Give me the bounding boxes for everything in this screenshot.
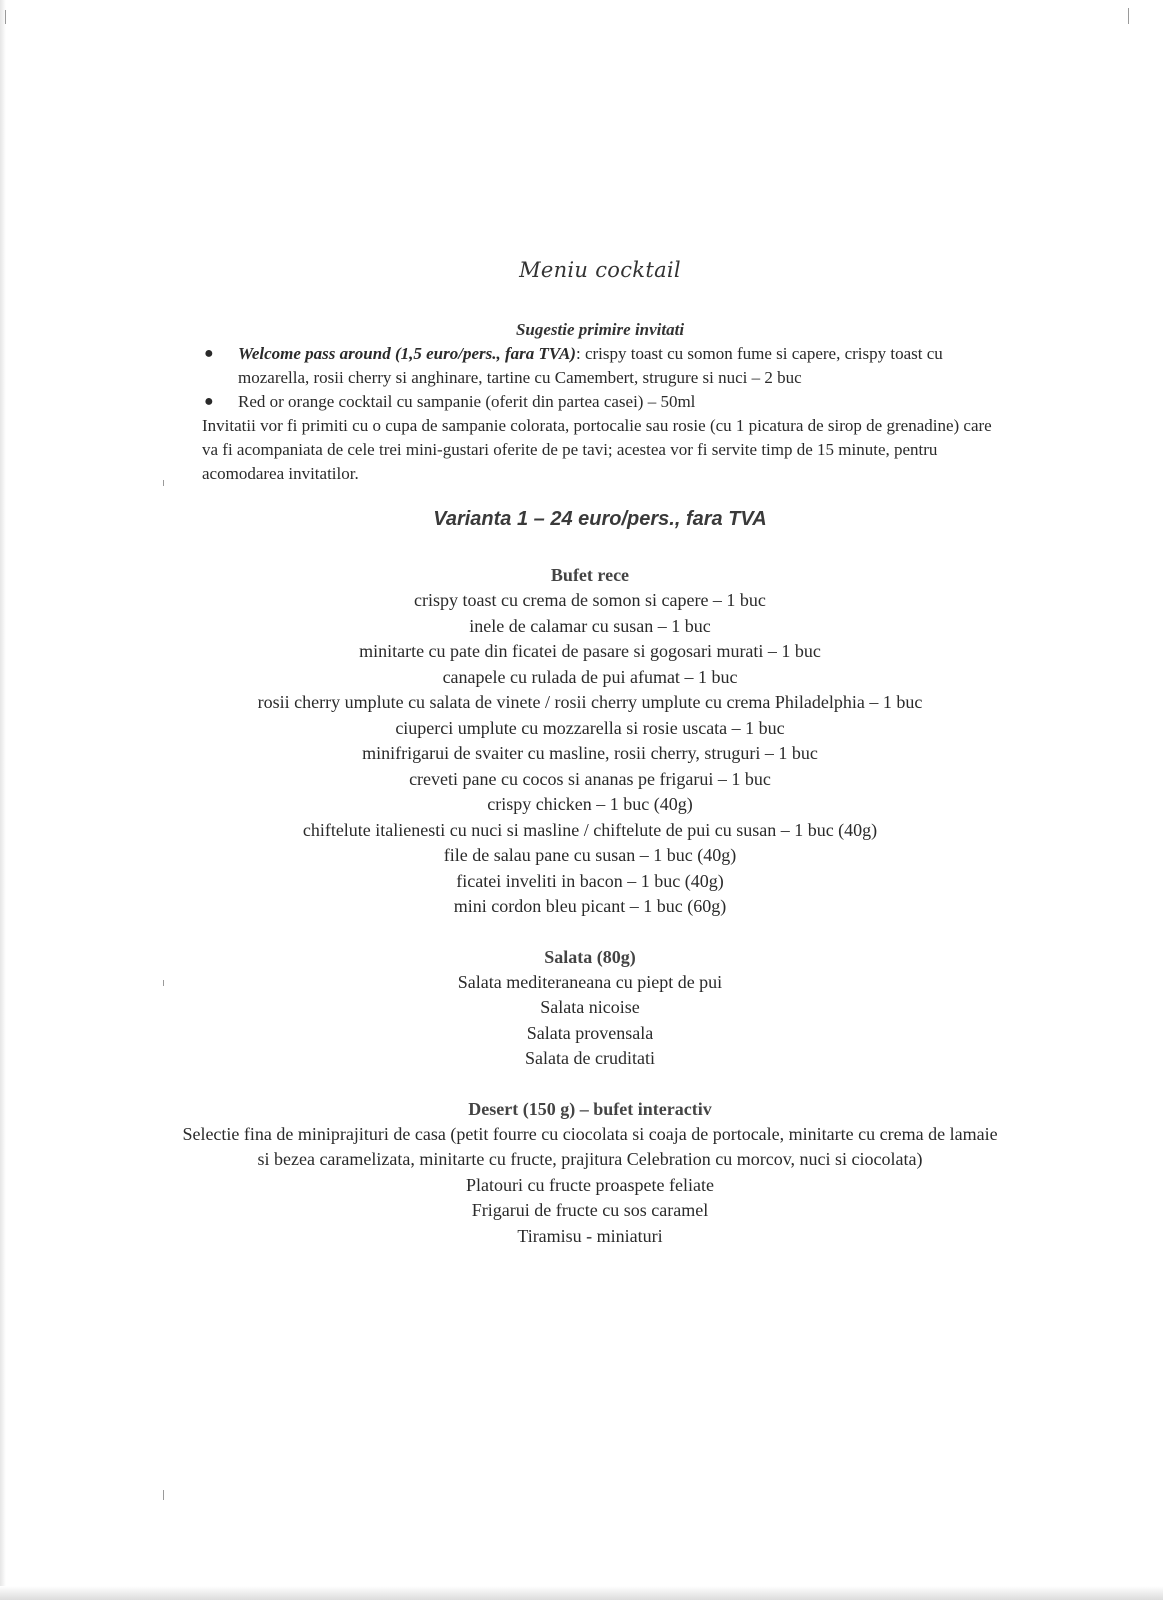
list-item: crispy toast cu crema de somon si capere – 1 buc	[414, 590, 766, 610]
list-item: rosii cherry umplute cu salata de vinete / rosii cherry umplute cu crema Philadelphia – 1 buc	[257, 692, 923, 712]
section-items	[170, 970, 1010, 1072]
menu-title: Meniu cocktail	[519, 258, 681, 282]
welcome-item-lead: Welcome pass around (1,5 euro/pers., fara TVA)	[238, 344, 576, 363]
scan-mark	[5, 10, 6, 24]
list-item: Salata de cruditati	[525, 1048, 655, 1068]
section-salata	[170, 945, 1010, 1072]
list-item: Platouri cu fructe proaspete feliate	[466, 1174, 714, 1195]
list-item: minitarte cu pate din ficatei de pasare si gogosari murati – 1 buc	[359, 641, 821, 661]
bullet-icon: ●	[204, 393, 214, 410]
list-item: Selectie fina de miniprajituri de casa (petit fourre cu ciocolata si coaja de portocale, minitarte cu crema de lamaie si bezea caramelizata, minitarte cu fructe, prajitura Celebration cu morcov, nuci si ciocolata)	[182, 1123, 998, 1169]
section-items	[170, 588, 1010, 920]
scan-mark	[163, 980, 164, 986]
list-item: mini cordon bleu picant – 1 buc (60g)	[453, 896, 727, 916]
list-item: Salata provensala	[526, 1022, 654, 1043]
section-title: Desert (150 g) – bufet interactiv	[468, 1098, 712, 1119]
list-item: file de salau pane cu susan – 1 buc (40g)	[443, 845, 737, 865]
section-title: Bufet rece	[550, 565, 630, 585]
variant-heading: Varianta 1 – 24 euro/pers., fara TVA	[433, 508, 767, 530]
list-item: Salata nicoise	[540, 997, 640, 1017]
welcome-item-text: Red or orange cocktail cu sampanie (oferit din partea casei) – 50ml	[238, 392, 696, 411]
list-item	[170, 342, 1010, 390]
list-item: Frigarui de fructe cu sos caramel	[471, 1200, 709, 1220]
welcome-item-text: : crispy toast cu somon fume si capere, crispy toast cu mozarella, rosii cherry si anghinare, tartine cu Camembert, strugure si nuci – 2 buc	[238, 344, 943, 387]
bullet-icon: ●	[204, 345, 214, 362]
scan-mark	[1128, 8, 1129, 24]
scan-edge-bottom	[0, 1586, 1163, 1600]
section-desert	[170, 1097, 1010, 1250]
list-item: creveti pane cu cocos si ananas pe frigarui – 1 buc	[409, 768, 771, 789]
list-item: chiftelute italienesti cu nuci si masline / chiftelute de pui cu susan – 1 buc (40g)	[302, 819, 878, 840]
list-item	[170, 390, 1010, 414]
list-item: inele de calamar cu susan – 1 buc	[469, 615, 711, 636]
section-bufet-rece	[170, 563, 1010, 920]
welcome-heading: Sugestie primire invitati	[515, 320, 685, 339]
list-item: ciuperci umplute cu mozzarella si rosie uscata – 1 buc	[395, 717, 785, 738]
list-item: canapele cu rulada de pui afumat – 1 buc	[442, 666, 738, 687]
scan-mark	[163, 480, 164, 486]
list-item: Salata mediteraneana cu piept de pui	[457, 971, 723, 992]
welcome-note: Invitatii vor fi primiti cu o cupa de sampanie colorata, portocalie sau rosie (cu 1 picatura de sirop de grenadine) care va fi acompaniata de cele trei mini-gustari oferite de pe tavi; acestea vor fi servite timp de 15 minute, pentru acomodarea invitatilor.	[202, 416, 992, 483]
scan-edge-left	[0, 0, 6, 1600]
list-item: ficatei inveliti in bacon – 1 buc (40g)	[456, 870, 724, 891]
section-title: Salata (80g)	[544, 946, 636, 967]
list-item: Tiramisu - miniaturi	[517, 1225, 663, 1246]
list-item: crispy chicken – 1 buc (40g)	[487, 794, 693, 814]
welcome-list	[170, 342, 1010, 414]
menu-document	[170, 258, 1010, 1274]
list-item: minifrigarui de svaiter cu masline, rosii cherry, struguri – 1 buc	[362, 743, 818, 763]
section-items	[170, 1122, 1010, 1250]
scan-mark	[163, 1490, 164, 1500]
